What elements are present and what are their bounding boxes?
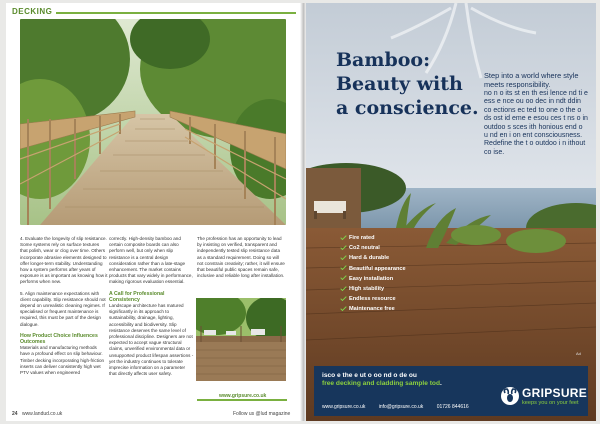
boardwalk-photo [20, 19, 286, 225]
logo-tagline: keeps you on your feet [522, 400, 579, 406]
list-item-4: 4. Evaluate the longevity of slip resistance. Some systems rely on surface textures that polish, wear or clog over time. Others incorporate abrasive elements designed to offer longer-term stability. Understanding how a system performs after years of exposure is as important as knowing how it performs when new. [20, 236, 108, 285]
feature-item: Endless resource [342, 294, 406, 304]
intro-body: no n o its st en th esi lence nd ti e ess e nce ou oo dec in ndt ddin co ections ec ted to one o the o ds ost id eme e esou ces t ns o in outdoo s sces ith honious end o u nd en i on ent consciousness. Redefine the t o outdoo i n ithout co ise. [484, 90, 588, 156]
feature-item: Easy installation [342, 274, 406, 284]
advert-cta-bar [314, 366, 588, 416]
feature-item: Fire rated [342, 233, 406, 243]
advert-intro [484, 71, 588, 157]
logo-wordmark: GRIPSURE [522, 386, 588, 400]
magazine-site-link[interactable]: www.landud.co.uk [21, 411, 63, 417]
ram-icon [500, 386, 520, 406]
contact-details [322, 404, 481, 410]
list-item-5: 5. Align maintenance expectations with client capability. Slip resistance should not depend on unrealistic cleaning regimes. If specialised or frequent maintenance is required, this must be part of the design dialogue. [20, 290, 106, 327]
check-icon [340, 233, 346, 239]
body-paragraph: The profession has an opportunity to lead by insisting on verified, transparent and independently tested slip resistance data as a standard requirement. Doing so will not constrain creativity; rather, it will ensure that beautiful public spaces remain safe, inclusive and reliable long after installation. [197, 236, 285, 279]
advert-headline [336, 48, 479, 120]
check-icon [340, 305, 346, 311]
text-column-2 [109, 236, 194, 382]
body-paragraph: Landscape architecture has matured significantly in its approach to sustainability, drainage, lighting, accessibility and biodiversity. Slip resistance deserves the same level of professional discipline. Designers are not expected to accept vague structural claims, unverified environmental data or unsupported product lifespan assertions - yet the industry continues to tolerate imprecise information on a parameter that directly affects user safety. [109, 303, 194, 377]
check-icon [340, 264, 346, 270]
gripsure-web-link[interactable]: www.gripsure.co.uk [219, 393, 267, 399]
magazine-spread [6, 3, 596, 421]
section-tag: DECKING [12, 7, 53, 16]
check-icon [340, 254, 346, 260]
feature-item: Maintenance free [342, 304, 406, 314]
check-icon [340, 295, 346, 301]
body-paragraph: Materials and manufacturing methods have a profound effect on slip behaviour. Timber decking incorporating high-friction inserts can deliver consistently high wet PTV values when engineered [20, 345, 105, 376]
feature-list [342, 233, 406, 315]
check-icon [340, 284, 346, 290]
subheading-professional-consistency: A Call for Professional Consistency [109, 290, 165, 303]
text-column-3 [197, 236, 286, 284]
headline-line-1: Bamboo: [336, 49, 431, 71]
website-link[interactable]: www.gripsure.co.uk [322, 404, 366, 410]
feature-item: High stability [342, 284, 406, 294]
left-page [6, 3, 300, 421]
body-paragraph: correctly. High-density bamboo and certain composite boards can also perform well, but only when slip resistance is a central design consideration rather than a late-stage enhancement. The market contains products that vary widely in performance, making rigorous evaluation essential. [109, 236, 193, 285]
intro-lead: Step into a world where style meets responsibility. [484, 71, 579, 89]
weblink-rule [197, 399, 287, 401]
feature-item: Beautiful appearance [342, 264, 406, 274]
terrace-photo [196, 298, 286, 381]
subheading-product-choice: How Product Choice Influences Outcomes [20, 332, 98, 346]
page-footer-left [12, 411, 62, 417]
headline-line-2: Beauty with [336, 73, 463, 95]
cta-line-2: free decking and cladding sample tod. [322, 380, 442, 387]
social-handle: Follow us @lud magazine [233, 411, 291, 417]
right-page-advert [306, 3, 596, 421]
section-rule [56, 12, 296, 14]
page-number: 24 [12, 411, 18, 417]
feature-item: Hard & durable [342, 253, 406, 263]
check-icon [340, 244, 346, 250]
cta-line-1: isco e the e ut o oo nd o de ou [322, 372, 417, 379]
advert-marker: Ad [576, 351, 581, 356]
headline-line-3: a conscience. [336, 97, 479, 119]
email-link[interactable]: info@gripsure.co.uk [378, 404, 424, 410]
phone-number[interactable]: 01726 844616 [436, 404, 469, 410]
check-icon [340, 274, 346, 280]
feature-item: Co2 neutral [342, 243, 406, 253]
text-column-1 [20, 236, 108, 381]
gripsure-logo [500, 386, 586, 414]
